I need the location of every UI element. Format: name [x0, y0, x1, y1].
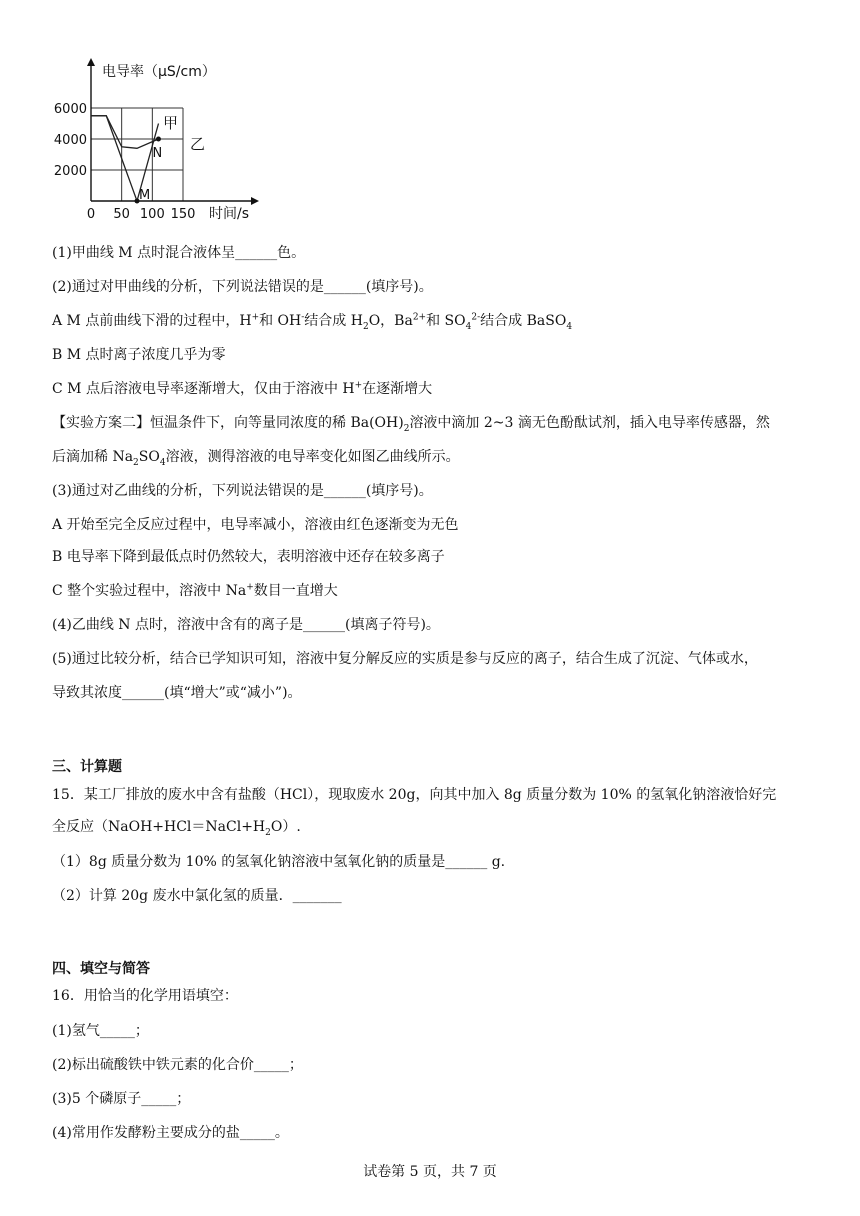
question-4: (4)乙曲线 N 点时，溶液中含有的离子是______(填离子符号)。	[52, 617, 440, 633]
y-tick-label: 2000	[53, 164, 87, 179]
question-16-part-3: (3)5 个磷原子_____；	[52, 1091, 191, 1107]
point-m-label: M	[139, 188, 151, 203]
sub: 2	[265, 827, 271, 838]
text: SO	[138, 449, 160, 465]
question-16-part-4: (4)常用作发酵粉主要成分的盐_____。	[52, 1125, 289, 1141]
y-axis-arrow	[87, 58, 95, 66]
question-3: (3)通过对乙曲线的分析，下列说法错误的是______(填序号)。	[52, 483, 433, 499]
text: C M 点后溶液电导率逐渐增大，仅由于溶液中 H	[52, 381, 355, 397]
question-15-line-2	[52, 816, 301, 838]
option-3a: A 开始至完全反应过程中，电导率减小，溶液由红色逐渐变为无色	[52, 517, 459, 533]
text: 结合成 BaSO	[480, 313, 567, 329]
point-n	[156, 137, 161, 142]
sub: 4	[465, 321, 472, 332]
series-line-yi	[91, 116, 159, 149]
x-tick-label: 100	[139, 207, 165, 222]
sup: +	[246, 582, 254, 593]
text: 溶液，测得溶液的电导率变化如图乙曲线所示。	[165, 449, 460, 465]
question-5-line-1: (5)通过比较分析，结合已学知识可知，溶液中复分解反应的实质是参与反应的离子，结合生成了沉淀、气体或水，	[52, 651, 758, 667]
question-1: (1)甲曲线 M 点时混合液体呈______色。	[52, 245, 306, 261]
series-label-jia: 甲	[163, 114, 179, 132]
question-5-line-2: 导致其浓度______(填“增大”或“减小”)。	[52, 685, 302, 701]
question-15-line-1: 15．某工厂排放的废水中含有盐酸（HCl），现取废水 20g，向其中加入 8g 质量分数为 10% 的氢氧化钠溶液恰好完	[52, 787, 777, 803]
text: O）.	[270, 819, 301, 835]
text: 全反应（NaOH+HCl＝NaCl+H	[52, 819, 266, 835]
text: O，Ba	[368, 313, 413, 329]
question-16-part-2: (2)标出硫酸铁中铁元素的化合价_____；	[52, 1057, 303, 1073]
text: 【实验方案二】恒温条件下，向等量同浓度的稀 Ba(OH)	[52, 415, 404, 431]
text: 和 SO	[426, 313, 466, 329]
sub: 4	[159, 457, 166, 468]
option-2a	[52, 310, 572, 332]
text: 在逐渐增大	[362, 381, 433, 397]
x-tick-label: 150	[170, 207, 196, 222]
sub: 2	[362, 321, 369, 332]
page-footer: 试卷第 5 页，共 7 页	[363, 1164, 497, 1180]
y-axis-label: 电导率（μS/cm）	[102, 64, 216, 80]
option-3b: B 电导率下降到最低点时仍然较大，表明溶液中还存在较多离子	[52, 549, 445, 565]
sub: 4	[566, 321, 573, 332]
question-15-part-2: （2）计算 20g 废水中氯化氢的质量．_______	[52, 888, 342, 904]
y-tick-label: 6000	[53, 102, 87, 117]
question-2: (2)通过对甲曲线的分析，下列说法错误的是______(填序号)。	[52, 279, 433, 295]
chart-series	[91, 116, 161, 204]
y-tick-label: 4000	[53, 133, 87, 148]
sup: +	[251, 312, 260, 323]
text: C 整个实验过程中，溶液中 Na	[52, 583, 247, 599]
section-3-title: 三、计算题	[52, 759, 122, 775]
section-4-title: 四、填空与简答	[52, 961, 150, 977]
question-15-part-1: （1）8g 质量分数为 10% 的氢氧化钠溶液中氢氧化钠的质量是______ g.	[52, 854, 506, 870]
text: 溶液中滴加 2~3 滴无色酚酞试剂，插入电导率传感器，然	[409, 415, 770, 431]
point-n-label: N	[152, 146, 163, 161]
x-axis-label: 时间/s	[209, 206, 250, 222]
option-3c	[52, 580, 338, 600]
text: 结合成 H	[304, 313, 363, 329]
option-2c	[52, 378, 432, 398]
question-16: 16．用恰当的化学用语填空：	[52, 988, 238, 1004]
sup: 2+	[412, 312, 427, 323]
sup: 2-	[471, 312, 481, 323]
text: 数目一直增大	[253, 583, 338, 599]
option-2b: B M 点时离子浓度几乎为零	[52, 347, 226, 363]
sup: +	[354, 380, 363, 391]
series-label-yi: 乙	[190, 135, 206, 153]
plan-2-line-1	[52, 412, 770, 434]
sub: 2	[133, 457, 139, 468]
sub: 2	[403, 423, 410, 434]
x-axis-arrow	[251, 197, 259, 205]
sup: -	[301, 312, 305, 323]
text: A M 点前曲线下滑的过程中，H	[52, 313, 252, 329]
question-16-part-1: (1)氢气_____；	[52, 1023, 149, 1039]
text: 和 OH	[259, 313, 302, 329]
x-tick-label: 50	[113, 207, 130, 222]
x-tick-label: 0	[86, 207, 96, 222]
text: 后滴加稀 Na	[52, 449, 134, 465]
conductivity-chart	[50, 55, 280, 225]
plan-2-line-2	[52, 446, 460, 468]
